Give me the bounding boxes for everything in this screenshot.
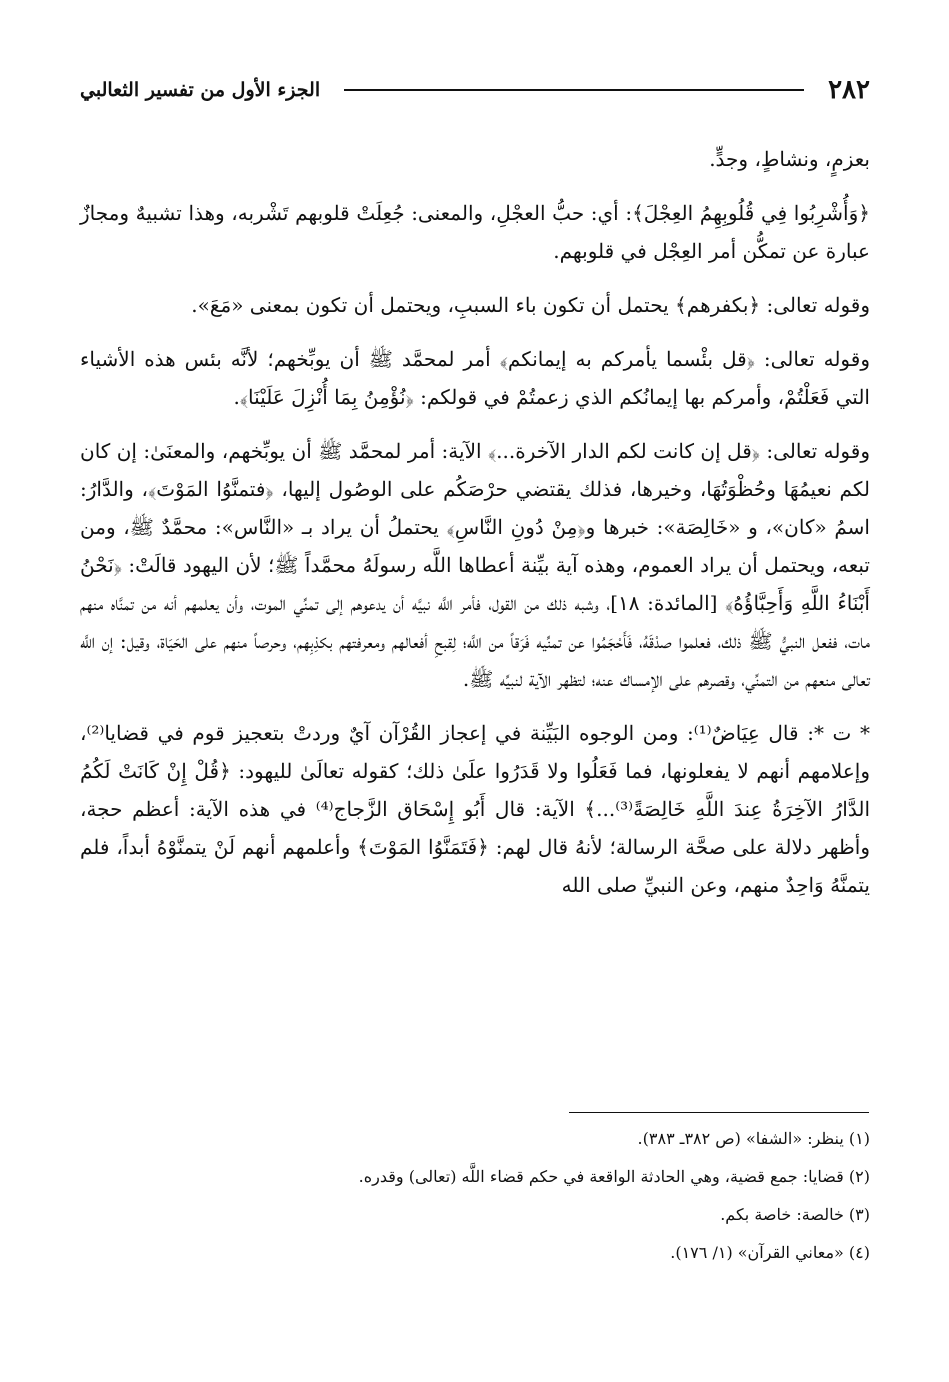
footnote-2: (٢) قضايا: جمع قضية، وهي الحادثة الواقعة في حكم قضاء اللَّه (تعالى) وقدره. xyxy=(358,1167,870,1186)
paragraph-2: ﴿وَأُشْرِبُوا فِي قُلُوبِهِمُ العِجْلَ﴾: أي: حبُّ العجْلِ، والمعنى: جُعِلَتْ قلوبهم تَشْربه، وهذا تشبيهٌ ومجازٌ عبارة عن تمكُّن أمر العِجْل في قلوبهم. xyxy=(80,201,870,263)
paragraph-4: وقوله تعالى: ﴿قل بئْسما يأمركم به إيمانكم﴾ أمر لمحمَّد ﷺ أن يوبِّخهم؛ لأنَّه بئس هذه الأشياء التي فَعَلْتُمْ، وأمركم بها إيمانُكم الذي زعمتُمْ في قولكم: ﴿نُؤْمِنُ بِمَا أُنْزِلَ عَلَيْنَا﴾. xyxy=(80,347,870,409)
footnote-1: (١) ينظر: «الشفا» (ص ٣٨٢ـ ٣٨٣). xyxy=(637,1129,870,1148)
paragraph-1: بعزمٍ، ونشاطٍ، وجدٍّ. xyxy=(709,147,870,171)
footnote-separator xyxy=(569,1112,869,1113)
paragraph-5: وقوله تعالى: ﴿قل إن كانت لكم الدار الآخرة...﴾ الآية: أمر لمحمَّد ﷺ أن يوبِّخهم، والمعنَىٰ: إن كان لكم نعيمُهَا وحُظْوَتُهَا، وخيرها، فذلك يقتضي حرْصَكُم على الوصُول إليها، ﴿فتمنَّوُا المَوْتَ﴾، والدَّارُ: اسمُ «كان»، و «خَالِصَة»: خبرها و﴿مِنْ دُونِ النَّاسِ﴾ يحتملُ أن يراد بـ «النَّاس»: محمَّدٌ ﷺ، ومن تبعه، ويحتمل أن يراد العموم، وهذه آية بيِّنة أعطاها اللَّه رسولَهُ محمَّداً ﷺ؛ لأن اليهود قالَتْ: ﴿نَحْنُ أَبْنَاءُ اللَّهِ وَأَحِبَّاؤُهُ﴾ [المائدة: ١٨]، وشبه ذلك من القول، فأمر اللَّه نبيَّه أن يدعوهم إلى تمنِّي الموت، وأن يعلمهم أنه من تمنَّاه منهم مات، ففعل النبيُّ ﷺ ذلك، فعلموا صدْقَهُ، فَأَحْجَمُوا عن تمنِّيه فَرَقاً من اللَّه؛ لِقبحِ أفعالهم ومعرفتهم بكذِبِهم، وحرصاً منهم على الحَيَاة، وقيل: إن اللَّه تعالى منعهم من التمنِّي، وقصرهم على الإمساك عنه؛ لتظهر الآية لنبيِّه ﷺ. xyxy=(80,439,870,691)
footnote-4: (٤) «معاني القرآن» (١/ ١٧٦). xyxy=(670,1243,870,1262)
main-text xyxy=(80,140,870,920)
running-title: الجزء الأول من تفسير الثعالبي xyxy=(80,79,321,101)
footnotes xyxy=(80,1120,870,1272)
page-number: ٢٨٢ xyxy=(828,75,870,105)
paragraph-6: * ت *: قال عِيَاضٌ⁽¹⁾: ومن الوجوه البَيِّنة في إعجاز القُرْآن آيٌ وردتْ بتعجيز قوم في قضايا⁽²⁾، وإعلامهم أنهم لا يفعلونها، فما فَعَلُوا ولا قَدَرُوا علَىٰ ذلك؛ كقوله تعالَىٰ لليهود: ﴿قُلْ إِنْ كَانَتْ لَكُمُ الدَّارُ الآخِرَةُ عِندَ اللَّهِ خَالِصَةً⁽³⁾...﴾ الآية: قال أَبُو إِسْحَاق الزَّجاج⁽⁴⁾ في هذه الآية: أعظم حجة، وأظهر دلالة على صحَّة الرسالة؛ لأنهُ قال لهم: ﴿فَتَمَنَّوُا المَوْتَ﴾ وأعلمهم أنهم لَنْ يتمنَّوْهُ أبداً، فلم يتمنَّهُ وَاحِدٌ منهم، وعن النبيِّ صلى الله xyxy=(80,721,871,897)
paragraph-3: وقوله تعالى: ﴿بكفرهم﴾ يحتمل أن تكون باء السببِ، ويحتمل أن تكون بمعنى «مَعَ». xyxy=(191,293,870,317)
header-rule xyxy=(344,89,804,91)
footnote-3: (٣) خالصة: خاصة بكم. xyxy=(720,1205,870,1224)
page-header xyxy=(80,70,870,110)
